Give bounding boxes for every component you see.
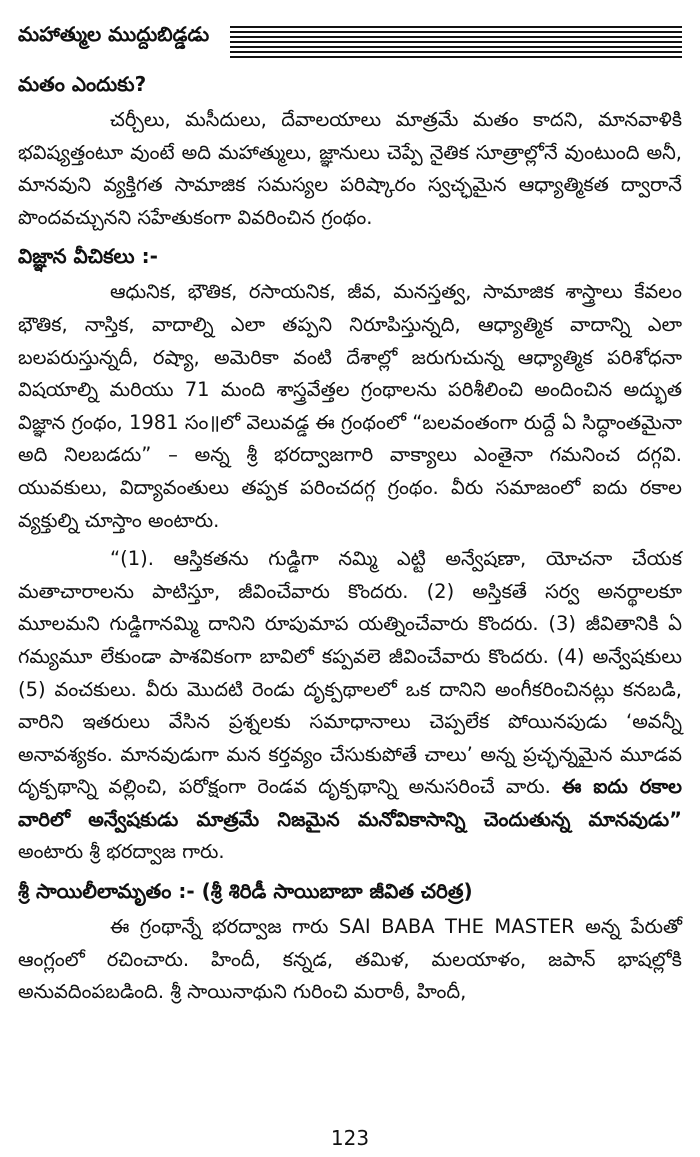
paragraph-vignana: ఆధునిక, భౌతిక, రసాయనిక, జీవ, మనస్తత్వ, సామాజిక శాస్త్రాలు కేవలం భౌతిక, నాస్తిక, వాదాల్ని ఎలా తప్పని నిరూపిస్తున్నది, ఆధ్యాత్మిక వాదాన్ని ఎలా బలపరుస్తున్నదీ, రష్యా, అమెరికా వంటి దేశాల్లో జరుగుచున్న ఆధ్యాత్మిక పరిశోధనా విషయాల్ని మరియు 71 మంది శాస్త్రవేత్తల గ్రంథాలను పరిశీలించి అందించిన అద్భుత విజ్ఞాన గ్రంథం, 1981 సం॥లో వెలువడ్డ ఈ గ్రంథంలో “బలవంతంగా రుద్దే ఏ సిద్ధాంతమైనా అది నిలబడదు” – అన్న శ్రీ భరద్వాజగారి వాక్యాలు ఎంతైనా గమనించ దగ్గవి. యువకులు, విద్యావంతులు తప్పక పరించదగ్గ గ్రంథం. వీరు సమాజంలో ఐదు రకాల వ్యక్తుల్ని చూస్తాం అంటారు.: [18, 280, 682, 532]
paragraph-sai: [18, 911, 682, 1009]
quote-emphasis: ఈ ఐదు రకాల వారిలో అన్వేషకుడు మాత్రమే నిజమైన మనోవికాసాన్ని చెందుతున్న మానవుడు”: [18, 775, 682, 831]
sai-text-end: అన్న పేరుతో ఆంగ్లంలో రచించారు. హిందీ, కన్నడ, తమిళ, మలయాళం, జపాన్ భాషల్లోకి అనువదింపబడింది. శ్రీ సాయినాథుని గురించి మరాఠీ, హిందీ,: [18, 915, 682, 1004]
page-number: 123: [330, 1126, 370, 1150]
header-rules: [230, 26, 682, 61]
book-title: మహాత్ముల ముద్దుబిడ్డడు: [18, 22, 210, 46]
paragraph-quote: [18, 543, 682, 869]
sai-text-start: ఈ గ్రంథాన్నే భరద్వాజ గారు: [110, 915, 339, 939]
section-heading-vignana: విజ్ఞాన వీచికలు :-: [18, 244, 158, 269]
page-body: [18, 68, 682, 1015]
quote-attribution: అంటారు శ్రీ భరద్వాజ గారు.: [18, 840, 225, 864]
quote-text: “(1). ఆస్తికతను గుడ్డిగా నమ్మి ఎట్టి అన్వేషణా, యోచనా చేయక మతాచారాలను పాటిస్తూ, జీవించేవారు కొందరు. (2) అస్తికతే సర్వ అనర్థాలకూ మూలమని గుడ్డిగానమ్మి దానిని రూపుమాప యత్నించేవారు కొందరు. (3) జీవితానికి ఏ గమ్యమూ లేకుండా పాశవికంగా బావిలో కప్పవలె జీవించేవారు కొందరు. (4) అన్వేషకులు (5) వంచకులు. వీరు మొదటి రెండు దృక్పథాలలో ఒక దానిని అంగీకరించినట్లు కనబడి, వారిని ఇతరులు వేసిన ప్రశ్నలకు సమాధానాలు చెప్పలేక పోయినపుడు ‘అవన్నీ అనావశ్యకం. మానవుడుగా మన కర్తవ్యం చేసుకుపోతే చాలు’ అన్న ప్రచ్ఛన్నమైన మూడవ దృక్పథాన్ని వల్లించి, పరోక్షంగా రెండవ దృక్పథాన్ని అనుసరించే వారు.: [18, 547, 682, 799]
section-heading-matham: మతం ఎందుకు?: [18, 72, 147, 96]
paragraph-matham: చర్చీలు, మసీదులు, దేవాలయాలు మాత్రమే మతం కాదని, మానవాళికి భవిష్యత్తంటూ వుంటే అది మహాత్ములు, జ్ఞానులు చెప్పే నైతిక సూత్రాల్లోనే వుంటుంది అనీ, మానవుని వ్యక్తిగత సామాజిక సమస్యల పరిష్కారం స్వచ్ఛమైన ఆధ్యాత్మికత ద్వారానే పొందవచ్చునని సహేతుకంగా వివరించిన గ్రంథం.: [18, 108, 682, 229]
english-book-title: SAI BABA THE MASTER: [338, 915, 575, 939]
running-header: [18, 14, 682, 54]
section-heading-sai: శ్రీ సాయిలీలామృతం :- (శ్రీ శిరిడీ సాయిబాబా జీవిత చరిత్ర): [18, 879, 473, 904]
